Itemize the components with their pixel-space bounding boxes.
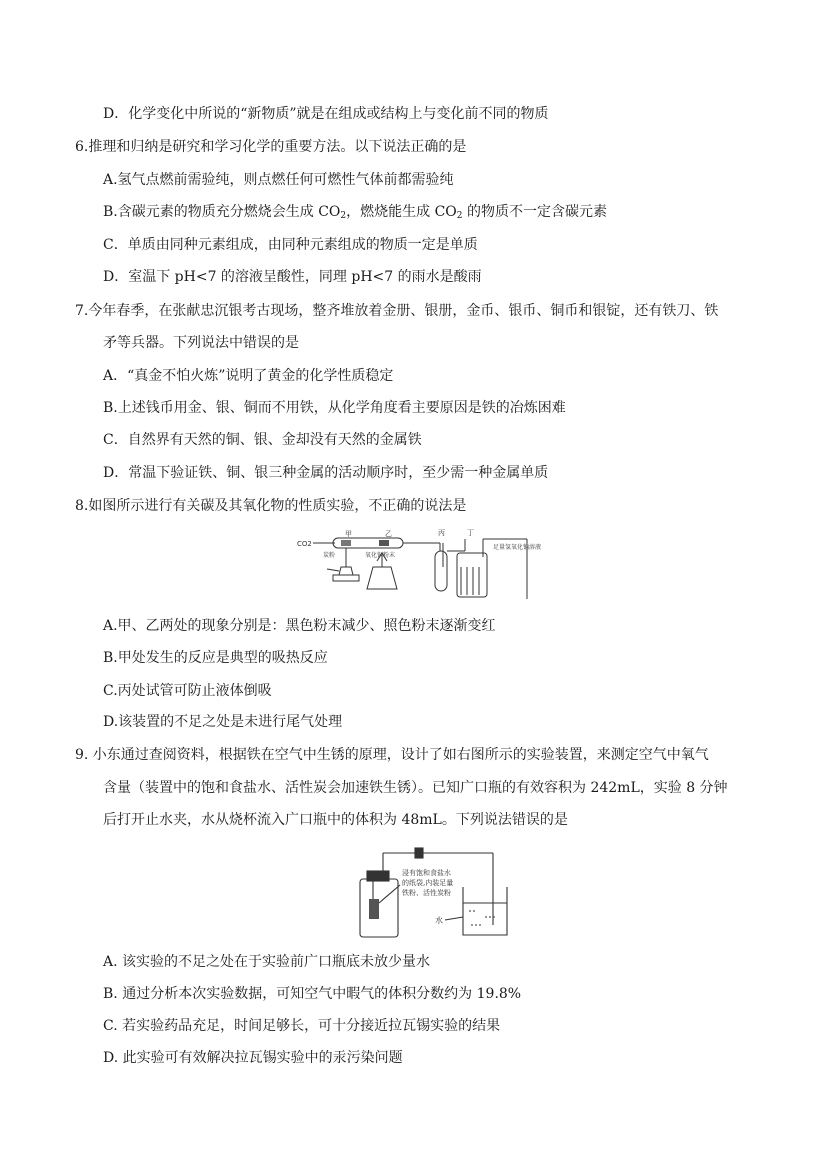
q6-option-b-part1: B.含碳元素的物质充分燃烧会生成 CO <box>103 204 341 220</box>
q8-label-yi: 乙 <box>385 530 392 538</box>
q7-option-b: B.上述钱币用金、银、铜而不用铁，从化学角度看主要原因是铁的冶炼困难 <box>103 400 566 416</box>
q9-stem-line2: 含量（装置中的饱和食盐水、活性炭会加速铁生锈）。已知广口瓶的有效容积为 242mL，实验 8 分钟 <box>103 780 728 796</box>
q6-option-b <box>103 203 607 221</box>
q9-option-d: D. 此实验可有效解决拉瓦锡实验中的汞污染问题 <box>103 1050 403 1066</box>
q8-label-bing: 丙 <box>438 529 445 537</box>
q8-label-tan: 炭粉 <box>323 552 336 559</box>
q6-option-a: A.氢气点燃前需验纯，则点燃任何可燃性气体前都需验纯 <box>103 172 454 188</box>
q8-label-naoh: 足量氢氧化钠溶液 <box>493 544 542 551</box>
q8-apparatus-figure <box>295 527 542 603</box>
q9-option-a: A. 该实验的不足之处在于实验前广口瓶底未放少量水 <box>103 954 431 970</box>
q7-option-a: A．“真金不怕火炼”说明了黄金的化学性质稳定 <box>103 368 394 384</box>
q8-label-jia: 甲 <box>345 530 352 538</box>
q8-label-cuo: 氧化铜粉末 <box>365 552 396 559</box>
q9-label-water: 水 <box>435 916 443 925</box>
q9-label-line2: 的纸袋,内装足量 <box>402 879 454 887</box>
q6-stem: 6.推理和归纳是研究和学习化学的重要方法。以下说法正确的是 <box>75 139 467 155</box>
q8-stem: 8.如图所示进行有关碳及其氧化物的性质实验，不正确的说法是 <box>75 498 467 514</box>
q9-stem-line3: 后打开止水夹，水从烧杯流入广口瓶中的体积为 48mL。下列说法错误的是 <box>103 812 568 828</box>
q9-stem-line1: 9. 小东通过查阅资料，根据铁在空气中生锈的原理，设计了如右图所示的实验装置，来测定空气中氧气 <box>75 747 709 763</box>
q9-label-line1: 浸有饱和食盐水 <box>402 869 451 877</box>
q9-option-b: B. 通过分析本次实验数据，可知空气中暇气的体积分数约为 19.8% <box>103 986 522 1002</box>
q9-option-c: C. 若实验药品充足，时间足够长，可十分接近拉瓦锡实验的结果 <box>103 1018 501 1034</box>
subscript: 2 <box>456 211 463 221</box>
q7-option-c: C．自然界有天然的铜、银、金却没有天然的金属铁 <box>103 432 422 448</box>
q8-option-d: D.该装置的不足之处是未进行尾气处理 <box>103 714 343 730</box>
q7-option-d: D．常温下验证铁、铜、银三种金属的活动顺序时，至少需一种金属单质 <box>103 465 549 481</box>
q5-option-d: D．化学变化中所说的“新物质”就是在组成或结构上与变化前不同的物质 <box>103 106 549 122</box>
q7-stem-line2: 矛等兵器。下列说法中错误的是 <box>103 335 299 351</box>
q6-option-c: C．单质由同种元素组成，由同种元素组成的物质一定是单质 <box>103 237 478 253</box>
q6-option-b-part2: ，燃烧能生成 CO <box>346 204 457 220</box>
q6-option-d: D．室温下 pH<7 的溶液呈酸性，同理 pH<7 的雨水是酸雨 <box>103 269 482 285</box>
q7-stem-line1: 7.今年春季，在张献忠沉银考古现场，整齐堆放着金册、银册，金币、银币、铜币和银锭，还有铁刀、铁 <box>75 303 719 319</box>
q8-label-co2: CO2 <box>297 540 312 548</box>
subscript: 2 <box>340 211 347 221</box>
q9-label-line3: 铁粉、活性炭粉 <box>402 889 451 897</box>
q9-apparatus-figure <box>355 845 515 941</box>
q6-option-b-part3: 的物质不一定含碳元素 <box>462 204 607 220</box>
q8-option-c: C.丙处试管可防止液体倒吸 <box>103 683 272 699</box>
q8-option-a: A.甲、乙两处的现象分别是：黑色粉末减少、照色粉末逐渐变红 <box>103 618 496 634</box>
q8-label-ding: 丁 <box>467 529 474 537</box>
q8-option-b: B.甲处发生的反应是典型的吸热反应 <box>103 650 328 666</box>
